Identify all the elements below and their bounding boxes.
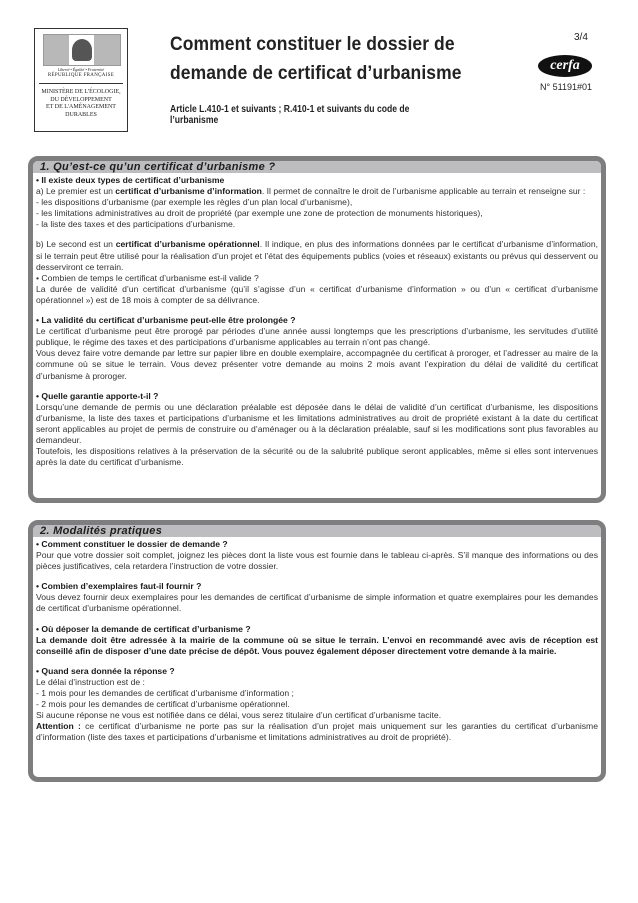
section-heading: 1. Qu’est-ce qu’un certificat d’urbanisme ?: [32, 160, 602, 173]
page-number: 3/4: [574, 32, 588, 43]
page-title: Comment constituer le dossier de demande de certificat d’urbanisme: [170, 34, 462, 84]
paragraph: Le certificat d’urbanisme peut être prorogé par périodes d’une année aussi longtemps que les prescriptions d’urbanisme, les servitudes d’utilité publique, le régime des taxes et des participations d’urbanisme applicables au terrain n’ont pas changé.: [36, 326, 598, 348]
question: • Combien de temps le certificat d’urbanisme est-il valide ?: [36, 272, 259, 283]
form-number: N° 51191#01: [540, 82, 592, 92]
paragraph: Vous devez faire votre demande par lettre sur papier libre en double exemplaire, accompagnée du certificat à proroger, et l’adresser au maire de la commune où se situe le terrain. Vous devez présenter votre demande au moins 2 mois avant l’expiration du délai de validité du certificat d’urbanisme à proroger.: [36, 348, 598, 381]
paragraph: b) Le second est un certificat d’urbanisme opérationnel. Il indique, en plus des informations données par le certificat d’urbanisme d’information, si le terrain peut être utilisé pour la réalisation d’un projet et l’état des équipements publics (voies et réseaux) existants ou prévus qui desservent ou desserviront ce terrain.: [36, 239, 599, 272]
paragraph: Si aucune réponse ne vous est notifiée dans ce délai, vous serez titulaire d’un certificat d’urbanisme tacite.: [36, 710, 442, 721]
marianne-flag: [43, 34, 121, 66]
document-header: [0, 0, 638, 150]
question: • Combien d’exemplaires faut-il fournir ?: [36, 581, 202, 592]
question: • Comment constituer le dossier de demande ?: [36, 539, 228, 549]
list-item: - la liste des taxes et des participations d’urbanisme.: [36, 219, 236, 230]
question: • Où déposer la demande de certificat d’urbanisme ?: [36, 623, 251, 634]
list-item: - les dispositions d’urbanisme (par exemple les règles d’un plan local d’urbanisme),: [36, 197, 353, 208]
logo-motto: Liberté • Égalité • Fraternité: [57, 67, 105, 72]
section-what-is-certificate: [28, 156, 606, 503]
logo-ministry: MINISTÈRE DE L'ÉCOLOGIE, DU DÉVELOPPEMENT ET DE L'AMÉNAGEMENT DURABLES: [41, 89, 121, 118]
paragraph: Pour que votre dossier soit complet, joignez les pièces dont la liste vous est fournie dans le tableau ci-après. S’il manque des informations ou des pièces justificatives, cela retardera l’instruction de votre dossier.: [36, 550, 598, 572]
paragraph: Lorsqu’une demande de permis ou une déclaration préalable est déposée dans le délai de validité d’un certificat d’urbanisme, les dispositions d’urbanisme, la liste des taxes et participations d’urbanisme et les limitations administratives au droit de propriété existant à la date du certificat seront applicables au projet de permis de construire ou d’aménager ou à la déclaration préalable, sauf si les modifications sont plus favorables au demandeur.: [36, 401, 598, 445]
paragraph: La durée de validité d’un certificat d’urbanisme (qu’il s’agisse d’un « certificat d’urbanisme d’information » ou d’un « certificat d’urbanisme opérationnel ») est de 18 mois à compter de sa délivrance.: [36, 283, 598, 305]
question: • Quand sera donnée la réponse ?: [36, 665, 175, 676]
question: • Il existe deux types de certificat d’urbanisme: [36, 175, 225, 185]
logo-republic: RÉPUBLIQUE FRANÇAISE: [47, 73, 115, 78]
ministry-logo: [34, 28, 128, 132]
paragraph: Toutefois, les dispositions relatives à la préservation de la sécurité ou de la salubrité publique seront applicables, même si elles sont intervenues après la date du certificat d’urbanisme.: [36, 446, 598, 468]
attention-note: Attention : ce certificat d’urbanisme ne porte pas sur la réalisation d’un projet mais uniquement sur les garanties du certificat d’urbanisme d’information (liste des taxes et participations d’urbanisme et limitations administratives au droit de propriété).: [36, 721, 598, 743]
cerfa-logo: cerfa: [538, 55, 592, 77]
paragraph: Le délai d’instruction est de :: [36, 676, 145, 687]
list-item: - 2 mois pour les demandes de certificat d’urbanisme opérationnel.: [36, 699, 290, 710]
paragraph: Vous devez fournir deux exemplaires pour les demandes de certificat d’urbanisme de simple information et quatre exemplaires pour les demandes de certificat d’urbanisme opérationnel.: [36, 592, 598, 614]
paragraph: a) Le premier est un certificat d’urbanisme d’information. Il permet de connaître le droit de l’urbanisme applicable au terrain et renseigne sur :: [36, 186, 586, 197]
page-subtitle: Article L.410-1 et suivants ; R.410-1 et suivants du code de l’urbanisme: [170, 104, 410, 126]
section-practical-details: [28, 520, 606, 782]
section-heading: 2. Modalités pratiques: [32, 524, 602, 537]
paragraph: La demande doit être adressée à la mairie de la commune où se situe le terrain. L’envoi en recommandé avec avis de réception est conseillé afin de disposer d’une date précise de dépôt. Vous pouvez également déposer directement votre demande à la mairie.: [36, 634, 598, 656]
list-item: - 1 mois pour les demandes de certificat d’urbanisme d’information ;: [36, 688, 294, 699]
question: • Quelle garantie apporte-t-il ?: [36, 390, 159, 401]
question: • La validité du certificat d’urbanisme peut-elle être prolongée ?: [36, 315, 296, 326]
list-item: - les limitations administratives au droit de propriété (par exemple une zone de protection de monuments historiques),: [36, 208, 483, 219]
